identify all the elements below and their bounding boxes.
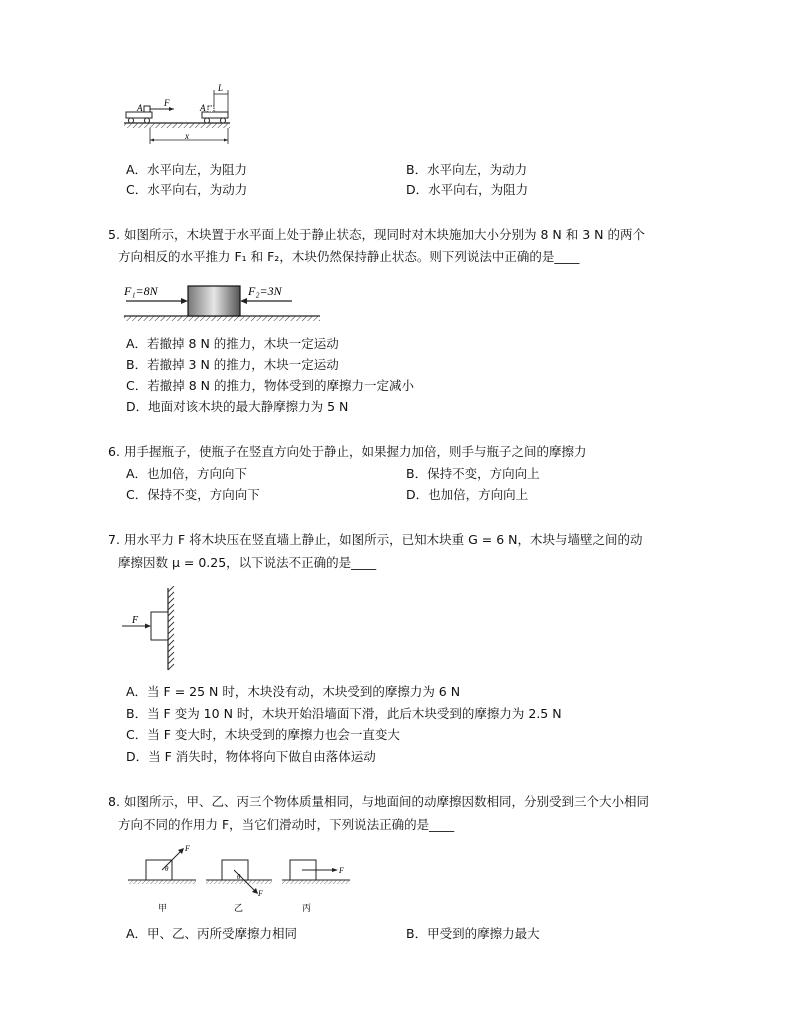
q4-label-a-left: A (137, 103, 143, 113)
q7-number: 7. (108, 532, 120, 547)
q6-option-a: A．也加倍，方向向下 (126, 466, 248, 481)
q8-three-blocks-figure (124, 838, 352, 916)
q7-option-a: A．当 F = 25 N 时，木块没有动，木块受到的摩擦力为 6 N (126, 684, 461, 699)
q8-stem-line2: 方向不同的作用力 F，当它们滑动时，下列说法正确的是____ (118, 817, 455, 832)
q8-label-bing: 丙 (302, 903, 312, 913)
q6-option-d: D．也加倍，方向向上 (406, 487, 529, 502)
q7-option-c: C．当 F 变大时，木块受到的摩擦力也会一直变大 (126, 727, 400, 742)
q5-number: 5. (108, 227, 120, 242)
q8-block-yi (222, 860, 248, 880)
q8-bing-label-f: F (339, 866, 344, 875)
q5-label-f1: F₁=8N (124, 284, 158, 298)
q4-label-x: x (185, 131, 189, 141)
q5-stem-line1: 如图所示，木块置于水平面上处于静止状态，现同时对木块施加大小分别为 8 N 和 3 N 的两个 (124, 227, 645, 242)
q7-wall-figure (120, 586, 184, 672)
q7-stem-line2: 摩擦因数 μ = 0.25，以下说法不正确的是____ (118, 555, 377, 570)
q6-option-c: C．保持不变，方向向下 (126, 487, 260, 502)
q5-stem-line2: 方向相反的水平推力 F₁ 和 F₂，木块仍然保持静止状态。则下列说法中正确的是____ (118, 249, 580, 264)
q4-option-d: D．水平向右，为阻力 (406, 182, 529, 197)
q4-option-a: A．水平向左，为阻力 (126, 162, 248, 177)
q8-jia-label-f: F (185, 844, 190, 853)
q6-stem-line1: 用手握瓶子，使瓶子在竖直方向处于静止，如果握力加倍，则手与瓶子之间的摩擦力 (124, 444, 587, 459)
q7-option-d: D．当 F 消失时，物体将向下做自由落体运动 (126, 749, 376, 764)
q8-yi-theta: θ (237, 873, 241, 881)
q5-wood-block (188, 286, 240, 316)
q8-yi-label-f: F (258, 889, 263, 898)
q5-label-f2: F₂=3N (248, 284, 282, 298)
q8-label-jia: 甲 (158, 903, 168, 913)
q4-label-l: L (218, 83, 224, 93)
q7-label-f: F (132, 615, 139, 626)
q6-number: 6. (108, 444, 120, 459)
q6-option-b: B．保持不变，方向向上 (406, 466, 540, 481)
q8-stem-line1: 如图所示，甲、乙、丙三个物体质量相同，与地面间的动摩擦因数相同，分别受到三个大小相同 (124, 794, 650, 809)
q4-label-a-right: A (200, 103, 206, 113)
q7-wood-block (151, 612, 168, 640)
q5-option-d: D．地面对该木块的最大静摩擦力为 5 N (126, 399, 349, 414)
q4-option-b: B．水平向左，为动力 (406, 162, 528, 177)
q5-option-b: B．若撤掉 3 N 的推力，木块一定运动 (126, 357, 339, 372)
q8-label-yi: 乙 (234, 903, 244, 913)
q5-option-c: C．若撤掉 8 N 的推力，物体受到的摩擦力一定减小 (126, 378, 414, 393)
q5-block-figure (122, 280, 322, 322)
q7-option-b: B．当 F 变为 10 N 时，木块开始沿墙面下滑，此后木块受到的摩擦力为 2.5 N (126, 706, 562, 721)
q4-label-f: F (164, 98, 170, 108)
q8-number: 8. (108, 794, 120, 809)
q4-cart-figure (122, 82, 234, 152)
q8-option-a: A．甲、乙、丙所受摩擦力相同 (126, 926, 298, 941)
q4-option-c: C．水平向右，为动力 (126, 182, 248, 197)
q5-option-a: A．若撤掉 8 N 的推力，木块一定运动 (126, 336, 339, 351)
q8-jia-theta: θ (165, 865, 169, 873)
q8-option-b: B．甲受到的摩擦力最大 (406, 926, 540, 941)
q7-stem-line1: 用水平力 F 将木块压在竖直墙上静止，如图所示，已知木块重 G = 6 N，木块与墙壁之间的动 (124, 532, 643, 547)
